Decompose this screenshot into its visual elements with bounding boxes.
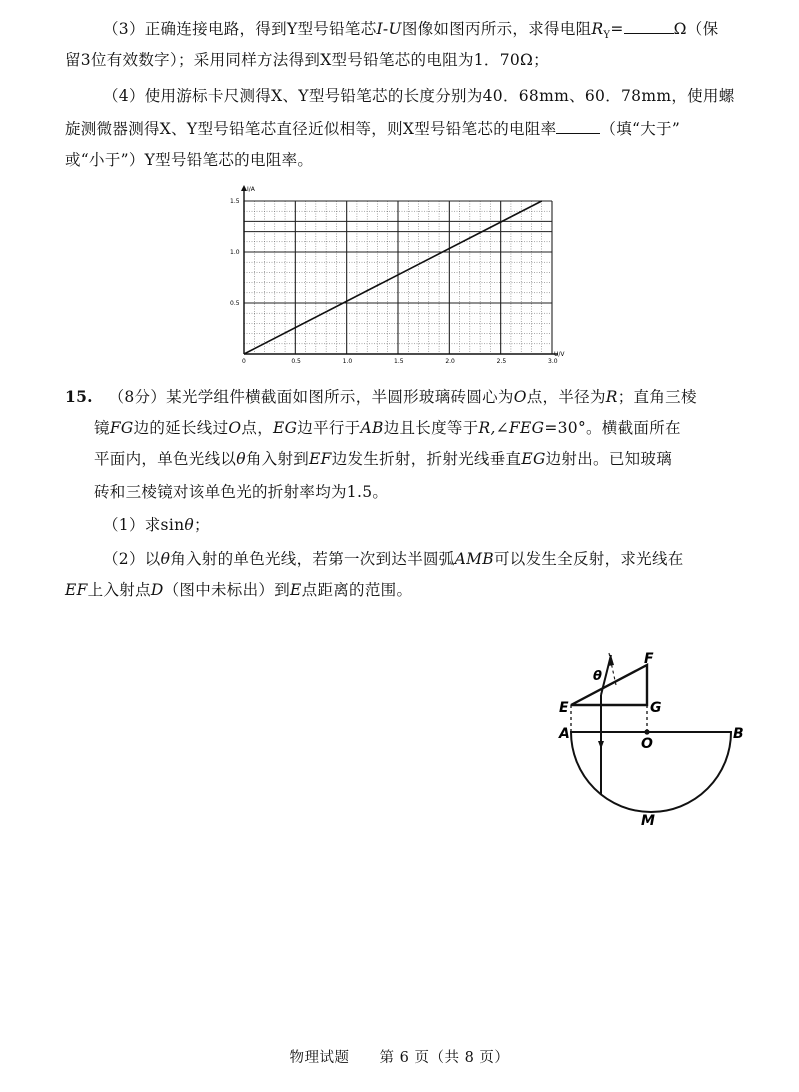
q15-line4: 砖和三棱镜对该单色光的折射率均为1.5。 [94,483,389,501]
y-tick-label: 0.5 [230,300,240,307]
center-point-o [644,729,649,734]
triangle-prism [571,665,647,705]
q15-line6: EF上入射点D（图中未标出）到E点距离的范围。 [65,581,413,599]
q15-line3: 平面内，单色光线以θ角入射到EF边发生折射，折射光线垂直EG边射出。已知玻璃 [94,450,673,468]
x-tick-label: 1.0 [342,358,353,365]
q14-part3-line1: （3）正确连接电路，得到Y型号铅笔芯I-U图像如图丙所示，求得电阻$R_Y= \Omega$（保 [103,20,719,42]
x-tick-label: 1.5 [394,358,404,365]
x-tick-label: 2.5 [496,358,507,365]
y-tick-label: 1.0 [230,249,240,256]
label-g: G [650,700,662,716]
graph-axes [241,185,558,354]
q14-part4-line1: （4）使用游标卡尺测得X、Y型号铅笔芯的长度分别为40．68mm、60．78mm，使用螺 [103,87,735,105]
q14-part4-line2: 旋测微器测得X、Y型号铅笔芯直径近似相等，则X型号铅笔芯的电阻率 （填“大于” [65,120,681,138]
label-f: F [644,651,654,667]
y-axis-label: I/A [247,186,255,193]
x-tick-label: 0.5 [291,358,301,365]
label-b: B [733,726,744,742]
label-m: M [641,813,655,829]
q14-part3-line2: 留3位有效数字）；采用同样方法得到X型号铅笔芯的电阻为1．70Ω； [65,51,549,69]
series-line [244,201,542,354]
label-o: O [641,736,653,752]
label-e: E [559,700,569,716]
x-tick-label: 2.0 [445,358,455,365]
origin-label: 0 [242,358,246,365]
label-a: A [559,726,570,742]
x-tick-label: 3.0 [548,358,558,365]
refracted-ray-arrow [598,741,604,749]
q15-sub2: （2）以θ角入射的单色光线，若第一次到达半圆弧AMB可以发生全反射，求光线在 [103,550,684,568]
q15-sub1: （1）求sinθ； [103,516,210,534]
page-footer: 物理试题 第 6 页（共 8 页） [289,1050,510,1066]
answer-blank-resistance[interactable] [624,18,674,34]
q15-line2: 镜FG边的延长线过O点，EG边平行于AB边且长度等于R,∠FEG=30°。横截面所在 [94,419,681,437]
prism-figure [556,645,746,830]
label-theta: θ [593,669,602,684]
q14-part4-line3: 或“小于”）Y型号铅笔芯的电阻率。 [65,151,314,169]
answer-blank-resistivity[interactable] [556,118,600,134]
graph-series [244,201,542,354]
y-tick-label: 1.5 [230,198,240,205]
iu-graph [224,186,565,365]
x-axis-label: U/V [554,351,565,358]
q15-line1: 15. （8分）某光学组件横截面如图所示，半圆形玻璃砖圆心为O点，半径为R；直角三棱 [65,387,697,406]
